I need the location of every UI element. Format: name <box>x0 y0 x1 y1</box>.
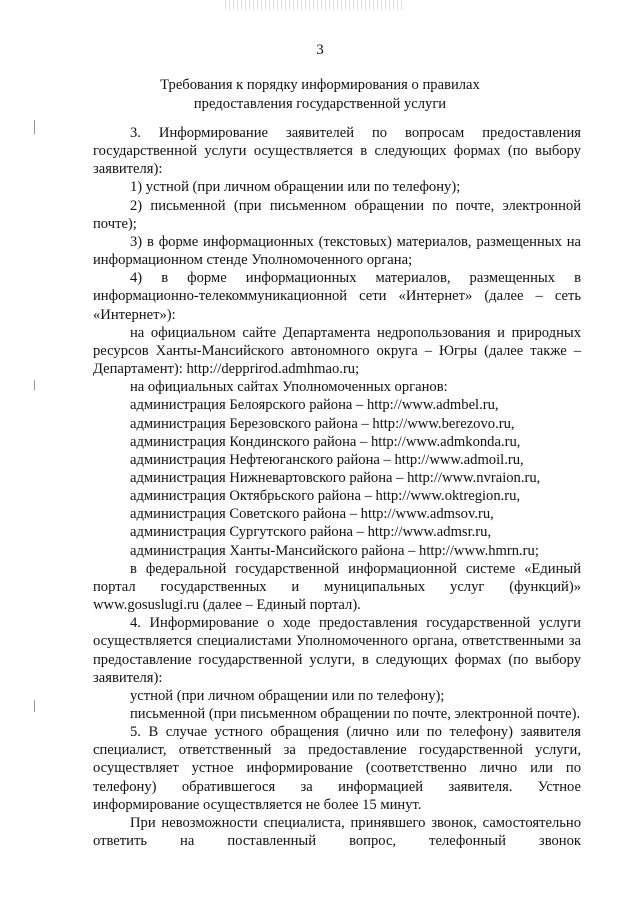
paragraph: 3. Информирование заявителей по вопросам предоставления государственной услуги осуществляется в следующих формах (по выбору заявителя): <box>93 125 581 178</box>
paragraph: на официальном сайте Департамента недропользования и природных ресурсов Ханты-Мансийского автономного округа – Югры (далее также – Департамент): http://depprirod.admhmao.ru; <box>93 324 581 378</box>
list-item: администрация Белоярского района – http://www.admbel.ru, <box>130 397 499 414</box>
paragraph: 3) в форме информационных (текстовых) материалов, размещенных на информационном стенде Уполномоченного органа; <box>93 233 581 269</box>
document-body <box>93 124 581 850</box>
paragraph: 2) письменной (при письменном обращении по почте, электронной почте); <box>93 197 581 232</box>
paragraph: письменной (при письменном обращении по почте, электронной почте). <box>130 706 581 722</box>
list-item: администрация Березовского района – http://www.berezovo.ru, <box>130 415 515 432</box>
list-item: администрация Сургутского района – http://www.admsr.ru, <box>130 524 492 541</box>
section-heading <box>90 76 550 114</box>
list-item: администрация Советского района – http://www.admsov.ru, <box>130 506 494 523</box>
paragraph: 4) в форме информационных материалов, размещенных в информационно-телекоммуникационной сети «Интернет» (далее – сеть «Интернет»): <box>93 270 581 323</box>
list-item: администрация Октябрьского района – http://www.oktregion.ru, <box>130 488 521 505</box>
paragraph: 4. Информирование о ходе предоставления государственной услуги осуществляется специалистами Уполномоченного органа, ответственными за предоставление государственной услуги, в следующих формах (по выбору заявителя): <box>93 615 581 686</box>
list-item: администрация Кондинского района – http://www.admkonda.ru, <box>130 433 521 450</box>
paragraph: 5. В случае устного обращения (лично или по телефону) заявителя специалист, ответственный за предоставление государственной услуги, осуществляет устное информирование (соответственно лично или по телефону) обратившегося за информацией заявителя. Устное информирование осуществляется не более 15 минут. <box>93 724 581 813</box>
list-item: администрация Ханты-Мансийского района – http://www.hmrn.ru; <box>130 542 539 559</box>
list-item: администрация Нефтеюганского района – http://www.admoil.ru, <box>130 451 524 468</box>
page-number: 3 <box>316 42 324 58</box>
heading-line-1: Требования к порядку информирования о правилах <box>160 77 480 93</box>
margin-mark <box>34 120 35 134</box>
paragraph: устной (при личном обращении или по телефону); <box>130 687 445 704</box>
page-bottom-edge <box>0 897 640 905</box>
heading-line-2: предоставления государственной услуги <box>193 96 447 112</box>
margin-mark <box>34 700 35 712</box>
paragraph: в федеральной государственной информационной системе «Единый портал государственных и муниципальных услуг (функций)» www.gosuslugi.ru (далее – Единый портал). <box>93 560 581 614</box>
scan-artifact <box>225 0 405 10</box>
paragraph: на официальных сайтах Уполномоченных органов: <box>130 379 448 396</box>
paragraph: 1) устной (при личном обращении или по телефону); <box>130 179 461 196</box>
paragraph-continued: При невозможности специалиста, принявшего звонок, самостоятельно ответить на поставленный вопрос, телефонный звонок <box>93 814 581 850</box>
margin-mark <box>34 380 35 390</box>
list-item: администрация Нижневартовского района – http://www.nvraion.ru, <box>130 469 541 486</box>
